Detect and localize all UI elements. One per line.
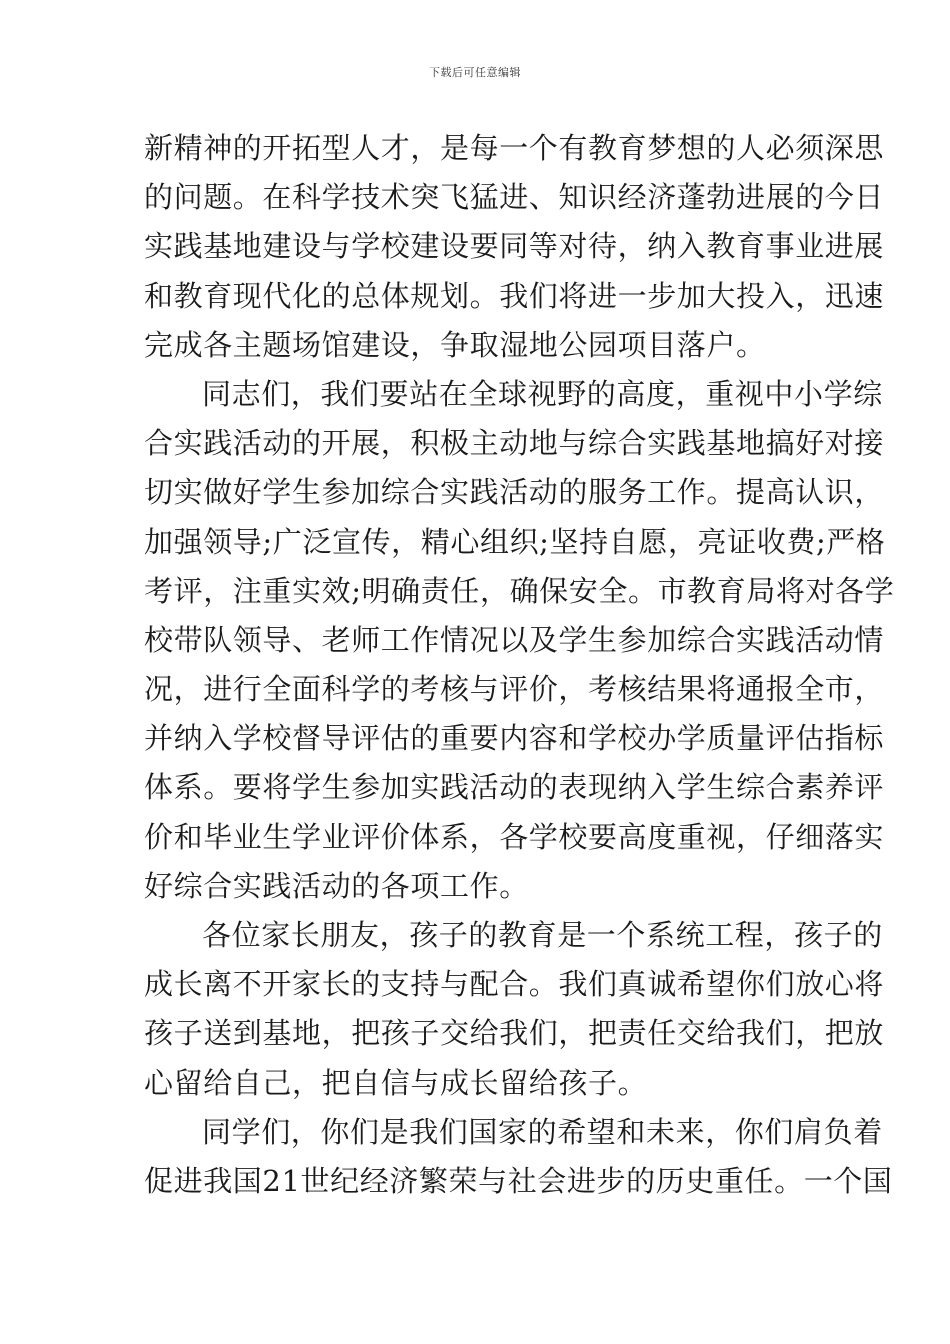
text-line: 体系。要将学生参加实践活动的表现纳入学生综合素养评 xyxy=(144,770,885,805)
text-line: 成长离不开家长的支持与配合。我们真诚希望你们放心将 xyxy=(144,967,885,1002)
text-line: 新精神的开拓型人才，是每一个有教育梦想的人必须深思 xyxy=(144,131,885,165)
page-header: 下载后可任意编辑 xyxy=(429,66,521,79)
text-line: 加强领导;广泛宣传，精心组织;坚持自愿，亮证收费;严格 xyxy=(144,524,886,559)
text-line: 促进我国21世纪经济繁荣与社会进步的历史重任。一个国 xyxy=(144,1163,893,1198)
text-line: 考评，注重实效;明确责任，确保安全。市教育局将对各学 xyxy=(144,573,895,608)
text-line: 和教育现代化的总体规划。我们将进一步加大投入，迅速 xyxy=(144,278,885,313)
document-body xyxy=(144,124,895,1206)
text-line: 并纳入学校督导评估的重要内容和学校办学质量评估指标 xyxy=(144,721,885,756)
text-line: 好综合实践活动的各项工作。 xyxy=(144,868,529,903)
text-line: 实践基地建设与学校建设要同等对待，纳入教育事业进展 xyxy=(144,229,885,264)
text-line: 孩子送到基地，把孩子交给我们，把责任交给我们，把放 xyxy=(144,1016,885,1051)
text-line: 校带队领导、老师工作情况以及学生参加综合实践活动情 xyxy=(144,622,885,657)
paragraph-start-line: 各位家长朋友，孩子的教育是一个系统工程，孩子的 xyxy=(202,918,883,952)
paragraph-start-line: 同学们，你们是我们国家的希望和未来，你们肩负着 xyxy=(202,1114,883,1149)
paragraph-start-line: 同志们，我们要站在全球视野的高度，重视中小学综 xyxy=(202,376,883,411)
text-line: 完成各主题场馆建设，争取湿地公园项目落户。 xyxy=(144,327,766,362)
text-line: 况，进行全面科学的考核与评价，考核结果将通报全市， xyxy=(144,672,885,707)
text-line: 价和毕业生学业评价体系，各学校要高度重视，仔细落实 xyxy=(144,819,885,854)
text-line: 切实做好学生参加综合实践活动的服务工作。提高认识， xyxy=(144,475,885,510)
text-line: 的问题。在科学技术突飞猛进、知识经济蓬勃进展的今日 xyxy=(144,180,885,215)
text-line: 合实践活动的开展，积极主动地与综合实践基地搞好对接 xyxy=(144,426,885,461)
text-line: 心留给自己，把自信与成长留给孩子。 xyxy=(144,1065,648,1100)
